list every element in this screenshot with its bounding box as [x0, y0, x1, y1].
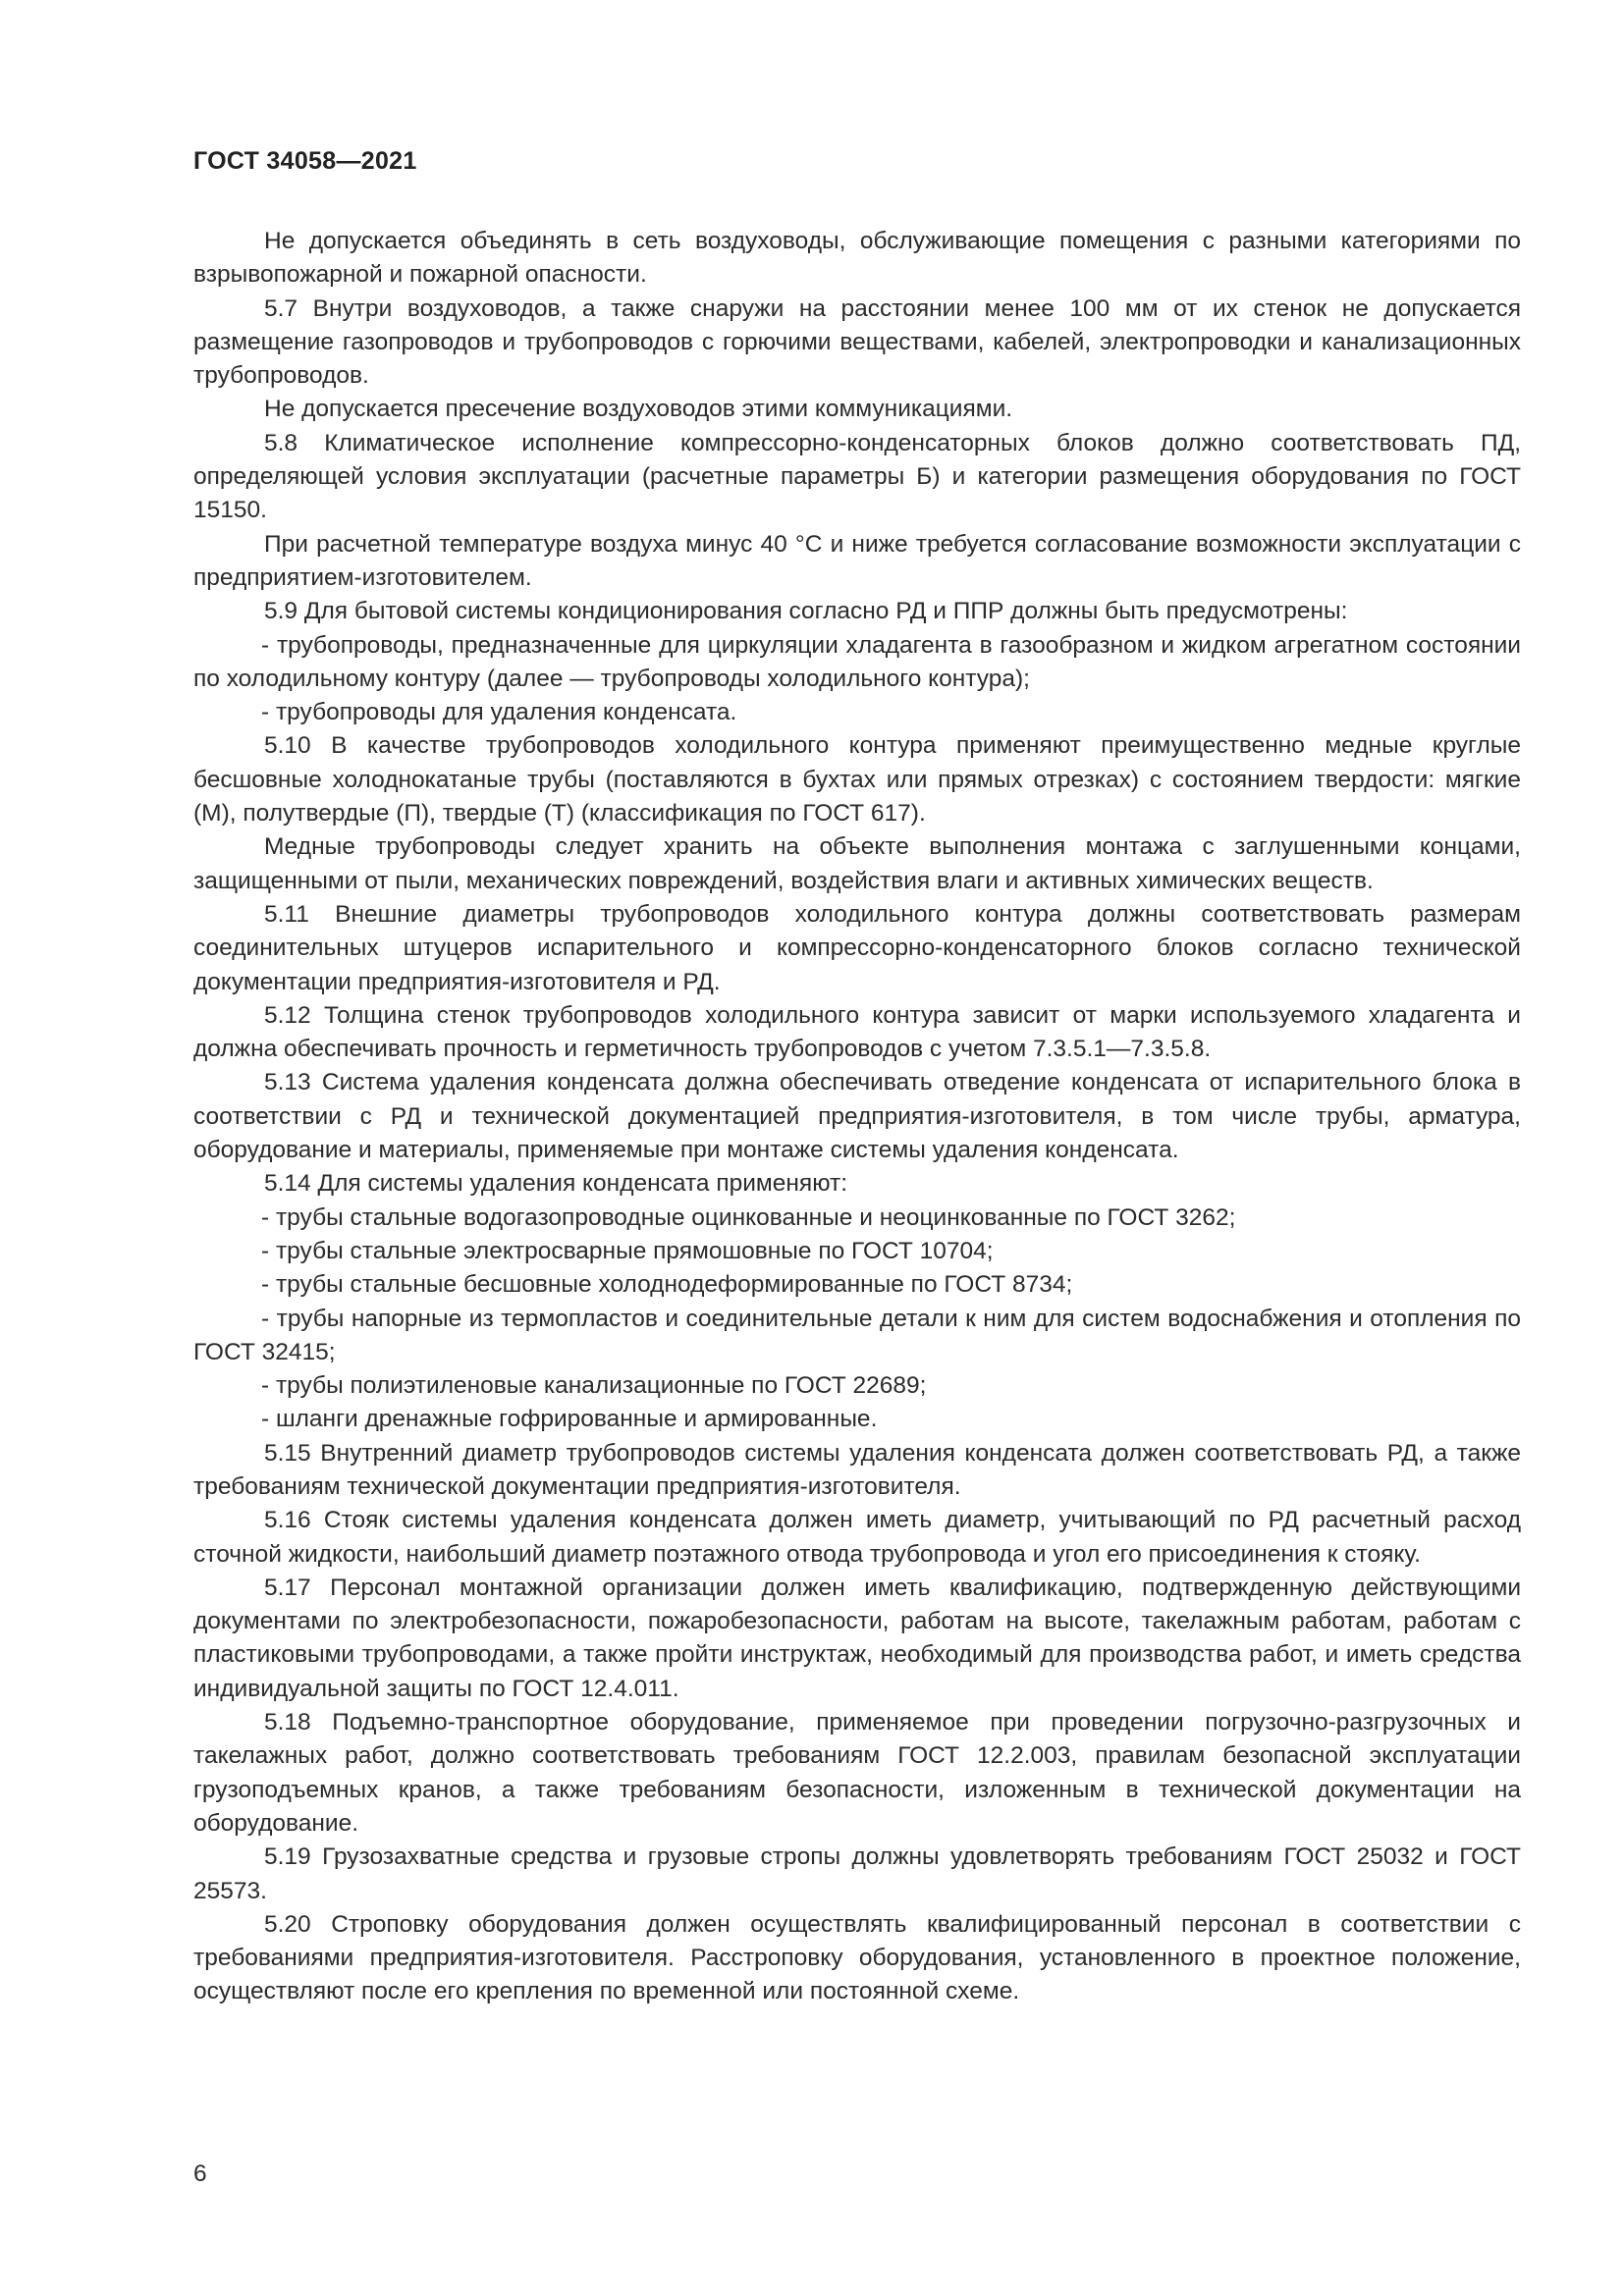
list-item: - трубопроводы, предназначенные для циркуляции хладагента в газообразном и жидком агрегатном состоянии по холодильному контуру (далее — трубопроводы холодильного контура);: [193, 631, 1521, 692]
paragraph: 5.13 Система удаления конденсата должна обеспечивать отведение конденсата от испарительного блока в соответствии с РД и технической документацией предприятия-изготовителя, в том числе трубы, арматура, оборудование и материалы, применяемые при монтаже системы удаления конденсата.: [193, 1069, 1521, 1164]
paragraph: 5.14 Для системы удаления конденсата применяют:: [264, 1170, 848, 1198]
list-item: - трубы стальные бесшовные холоднодеформированные по ГОСТ 8734;: [261, 1271, 1073, 1299]
paragraph: Не допускается пресечение воздуховодов этими коммуникациями.: [264, 396, 1013, 423]
page-number: 6: [193, 2161, 207, 2187]
list-item: - трубы полиэтиленовые канализационные по ГОСТ 22689;: [261, 1372, 927, 1400]
paragraph: 5.19 Грузозахватные средства и грузовые стропы должны удовлетворять требованиям ГОСТ 25032 и ГОСТ 25573.: [193, 1843, 1521, 1904]
paragraph: 5.8 Климатическое исполнение компрессорно-конденсаторных блоков должно соответствовать ПД, определяющей условия эксплуатации (расчетные параметры Б) и категории размещения оборудования по ГОСТ 15150.: [193, 429, 1521, 524]
paragraph: Не допускается объединять в сеть воздуховоды, обслуживающие помещения с разными категориями по взрывопожарной и пожарной опасности.: [193, 228, 1521, 289]
paragraph: 5.12 Толщина стенок трубопроводов холодильного контура зависит от марки используемого хладагента и должна обеспечивать прочность и герметичность трубопроводов с учетом 7.3.5.1—7.3.5.8.: [193, 1001, 1521, 1063]
paragraph: 5.18 Подъемно-транспортное оборудование, применяемое при проведении погрузочно-разгрузочных и такелажных работ, должно соответствовать требованиям ГОСТ 12.2.003, правилам безопасной эксплуатации грузоподъемных кранов, а также требованиям безопасности, изложенным в технической документации на оборудование.: [193, 1709, 1521, 1837]
document-body: [193, 225, 1521, 2009]
list-item: - трубы стальные электросварные прямошовные по ГОСТ 10704;: [261, 1237, 994, 1264]
paragraph: 5.20 Строповку оборудования должен осуществлять квалифицированный персонал в соответствии с требованиями предприятия-изготовителя. Расстроповку оборудования, установленного в проектное положение, осуществляют после его крепления по временной или постоянной схеме.: [193, 1910, 1521, 2005]
paragraph: 5.9 Для бытовой системы кондиционирования согласно РД и ППР должны быть предусмотрены:: [264, 598, 1348, 625]
list-item: - шланги дренажные гофрированные и армированные.: [261, 1406, 878, 1433]
list-item: - трубы стальные водогазопроводные оцинкованные и неоцинкованные по ГОСТ 3262;: [261, 1203, 1236, 1231]
paragraph: Медные трубопроводы следует хранить на объекте выполнения монтажа с заглушенными концами, защищенными от пыли, механических повреждений, воздействия влаги и активных химических веществ.: [193, 833, 1521, 894]
list-item: - трубопроводы для удаления конденсата.: [261, 699, 737, 726]
paragraph: 5.17 Персонал монтажной организации должен иметь квалификацию, подтвержденную действующими документами по электробезопасности, пожаробезопасности, работам на высоте, такелажным работам, работам с пластиковыми трубопроводами, а также пройти инструктаж, необходимый для производства работ, и иметь средства индивидуальной защиты по ГОСТ 12.4.011.: [193, 1574, 1521, 1702]
paragraph: 5.11 Внешние диаметры трубопроводов холодильного контура должны соответствовать размерам соединительных штуцеров испарительного и компрессорно-конденсаторного блоков согласно технической документации предприятия-изготовителя и РД.: [193, 900, 1521, 995]
document-header: ГОСТ 34058—2021: [193, 147, 417, 175]
paragraph: При расчетной температуре воздуха минус 40 °С и ниже требуется согласование возможности эксплуатации с предприятием-изготовителем.: [193, 530, 1521, 591]
paragraph: 5.7 Внутри воздуховодов, а также снаружи на расстоянии менее 100 мм от их стенок не допускается размещение газопроводов и трубопроводов с горючими веществами, кабелей, электропроводки и канализационных трубопроводов.: [193, 294, 1521, 390]
paragraph: 5.15 Внутренний диаметр трубопроводов системы удаления конденсата должен соответствовать РД, а также требованиям технической документации предприятия-изготовителя.: [193, 1439, 1521, 1500]
list-item: - трубы напорные из термопластов и соединительные детали к ним для систем водоснабжения и отопления по ГОСТ 32415;: [193, 1305, 1521, 1365]
paragraph: 5.10 В качестве трубопроводов холодильного контура применяют преимущественно медные круглые бесшовные холоднокатаные трубы (поставляются в бухтах или прямых отрезках) с состоянием твердости: мягкие (М), полутвердые (П), твердые (Т) (классификация по ГОСТ 617).: [193, 732, 1521, 828]
paragraph: 5.16 Стояк системы удаления конденсата должен иметь диаметр, учитывающий по РД расчетный расход сточной жидкости, наибольший диаметр поэтажного отвода трубопровода и угол его присоединения к стояку.: [193, 1507, 1521, 1568]
